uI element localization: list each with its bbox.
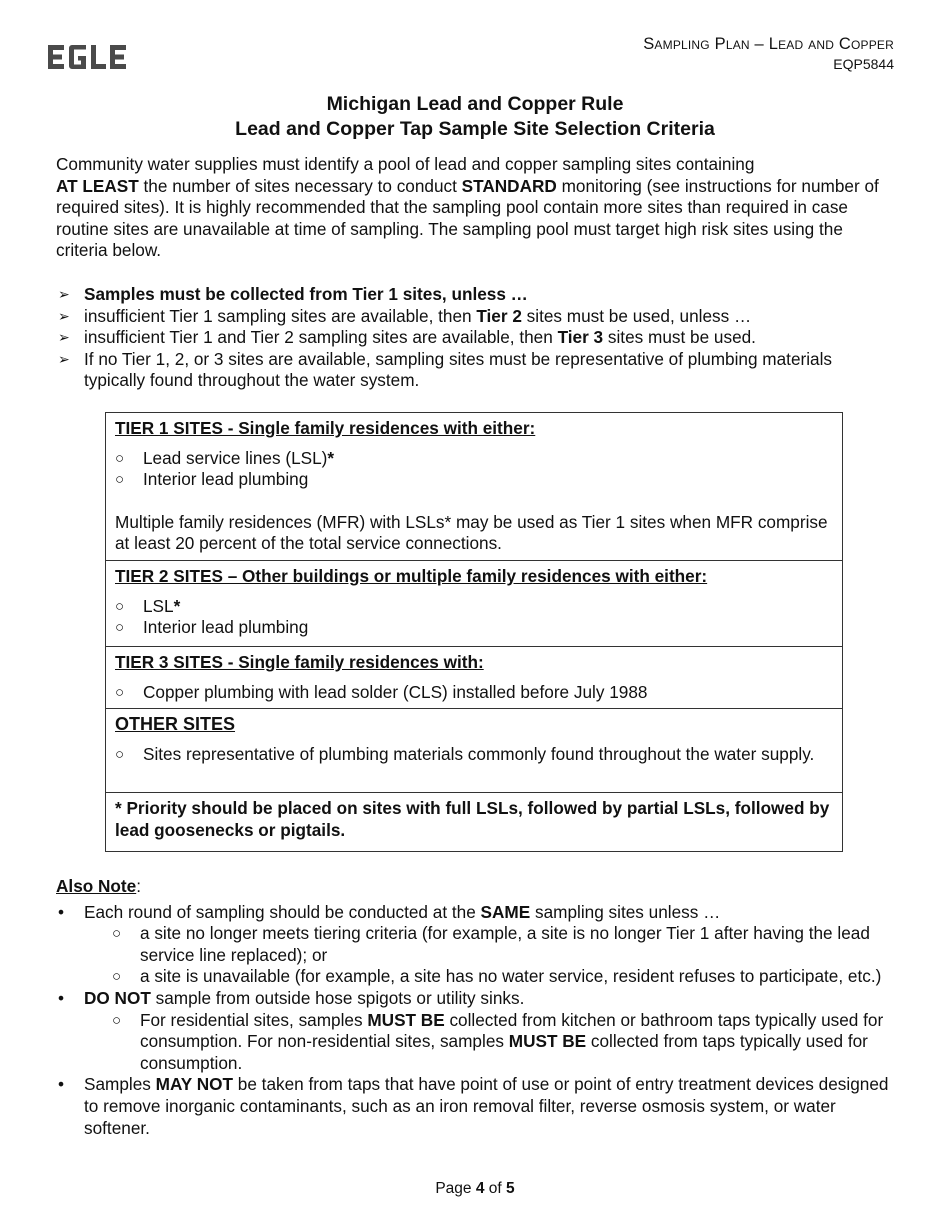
rule-item: ➢ insufficient Tier 1 sampling sites are available, then Tier 2 sites must be used, unless … xyxy=(58,305,752,326)
intro-text-2: the number of sites necessary to conduct xyxy=(138,175,462,196)
intro-paragraph xyxy=(56,154,896,262)
page-title-line2: Lead and Copper Tap Sample Site Selection Criteria xyxy=(235,118,715,140)
list-item: ○ a site is unavailable (for example, a site has no water service, resident refuses to participate, etc.) xyxy=(112,966,882,987)
tier3-heading: TIER 3 SITES - Single family residences with: xyxy=(115,652,484,672)
other-sites-section xyxy=(106,709,842,793)
bullet-icon: • xyxy=(58,987,65,1008)
circle-bullet-icon: ○ xyxy=(115,471,125,489)
tier2-section xyxy=(106,561,842,647)
rule-item: ➢ Samples must be collected from Tier 1 sites, unless … xyxy=(58,284,528,304)
list-item: ○ LSL* xyxy=(115,595,181,616)
list-item: ○ For residential sites, samples MUST BE collected from kitchen or bathroom taps typically used for consumption. For non-residential sites, samples MUST BE collected from taps typically used for consumption. xyxy=(112,1009,884,1073)
list-item: ○ a site no longer meets tiering criteria (for example, a site is no longer Tier 1 after having the lead service line replaced); or xyxy=(112,923,870,965)
doc-title: Sampling Plan – Lead and Copper xyxy=(643,35,894,53)
circle-bullet-icon: ○ xyxy=(115,619,125,637)
rule-item: ➢ insufficient Tier 1 and Tier 2 sampling sites are available, then Tier 3 sites must be used. xyxy=(58,327,756,348)
intro-bold-at-least: AT LEAST xyxy=(56,175,139,196)
doc-code: EQP5844 xyxy=(833,56,894,72)
circle-bullet-icon: ○ xyxy=(112,925,122,943)
circle-bullet-icon: ○ xyxy=(115,745,125,763)
circle-bullet-icon: ○ xyxy=(115,683,125,701)
arrow-bullet-icon: ➢ xyxy=(58,329,70,346)
list-item: • Each round of sampling should be conducted at the SAME sampling sites unless … xyxy=(58,901,721,922)
tier-criteria-table xyxy=(105,412,843,852)
also-note-heading: Also Note xyxy=(56,876,137,896)
tier1-mfr-note: Multiple family residences (MFR) with LSLs* may be used as Tier 1 sites when MFR comprise at least 20 percent of the total service connections. xyxy=(115,511,828,554)
tier1-heading: TIER 1 SITES - Single family residences with either: xyxy=(115,418,536,438)
bullet-icon: • xyxy=(58,1074,65,1095)
list-item: • Samples MAY NOT be taken from taps that have point of use or point of entry treatment devices designed to remove inorganic contaminants, such as an iron removal filter, reverse osmosis system, or water softener. xyxy=(58,1074,889,1138)
circle-bullet-icon: ○ xyxy=(115,449,125,467)
egle-logo-icon xyxy=(48,44,128,70)
rule-item: ➢ If no Tier 1, 2, or 3 sites are available, sampling sites must be representative of plumbing materials typically found throughout the water system. xyxy=(58,348,833,391)
list-item: ○ Sites representative of plumbing materials commonly found throughout the water supply. xyxy=(115,743,815,764)
also-note-section: Also Note: • Each round of sampling should be conducted at the SAME sampling sites unless … ○ a site no longer meets tiering criteria (for example, a site is no longer Tier 1 after having the lead service line replaced); or ○ a site is unavailable (for example, a site has no water service, resident refuses to participate, etc.) • DO NOT sample from outside hose spigots or utility sinks. ○ For residential sites, samples MUST BE collected from kitchen or bathroom taps typically used for consumption. For non-residential sites, samples MUST BE collected from taps typically used for consumption. • Samples MAY NOT be taken from taps that have point of use or point of entry treatment devices designed to remove inorganic contaminants, such as an iron removal filter, reverse osmosis system, or water softener. xyxy=(56,876,896,1139)
page-title-line1: Michigan Lead and Copper Rule xyxy=(326,93,624,115)
list-item: ○ Interior lead plumbing xyxy=(115,469,309,490)
list-item: ○ Copper plumbing with lead solder (CLS) installed before July 1988 xyxy=(115,681,648,702)
other-sites-heading: OTHER SITES xyxy=(115,714,236,734)
page-number: Page 4 of 5 xyxy=(435,1180,515,1197)
tier3-section xyxy=(106,647,842,709)
circle-bullet-icon: ○ xyxy=(112,968,122,986)
bullet-icon: • xyxy=(58,901,65,922)
tier2-heading: TIER 2 SITES – Other buildings or multiple family residences with either: xyxy=(115,566,708,586)
egle-logo xyxy=(48,44,128,76)
selection-rules-list xyxy=(56,284,896,392)
list-item: ○ Interior lead plumbing xyxy=(115,617,309,638)
tier1-section xyxy=(106,413,842,561)
arrow-bullet-icon: ➢ xyxy=(58,286,70,302)
priority-note: * Priority should be placed on sites with full LSLs, followed by partial LSLs, followed by lead goosenecks or pigtails. xyxy=(115,798,830,840)
list-item: ○ Lead service lines (LSL)* xyxy=(115,447,335,468)
intro-bold-standard: STANDARD xyxy=(461,175,557,196)
intro-text-1: Community water supplies must identify a pool of lead and copper sampling sites containing xyxy=(56,154,755,174)
circle-bullet-icon: ○ xyxy=(115,597,125,615)
document-header xyxy=(643,34,894,74)
arrow-bullet-icon: ➢ xyxy=(58,350,70,367)
arrow-bullet-icon: ➢ xyxy=(58,307,70,324)
list-item: • DO NOT sample from outside hose spigots or utility sinks. xyxy=(58,987,525,1008)
intro-text-3: monitoring (see instructions for number of required sites). It is highly recommended that the sampling pool contain more sites than required in case routine sites are unavailable at time of sampling. The sampling pool must target high risk sites using the criteria below. xyxy=(56,175,879,261)
circle-bullet-icon: ○ xyxy=(112,1011,122,1029)
